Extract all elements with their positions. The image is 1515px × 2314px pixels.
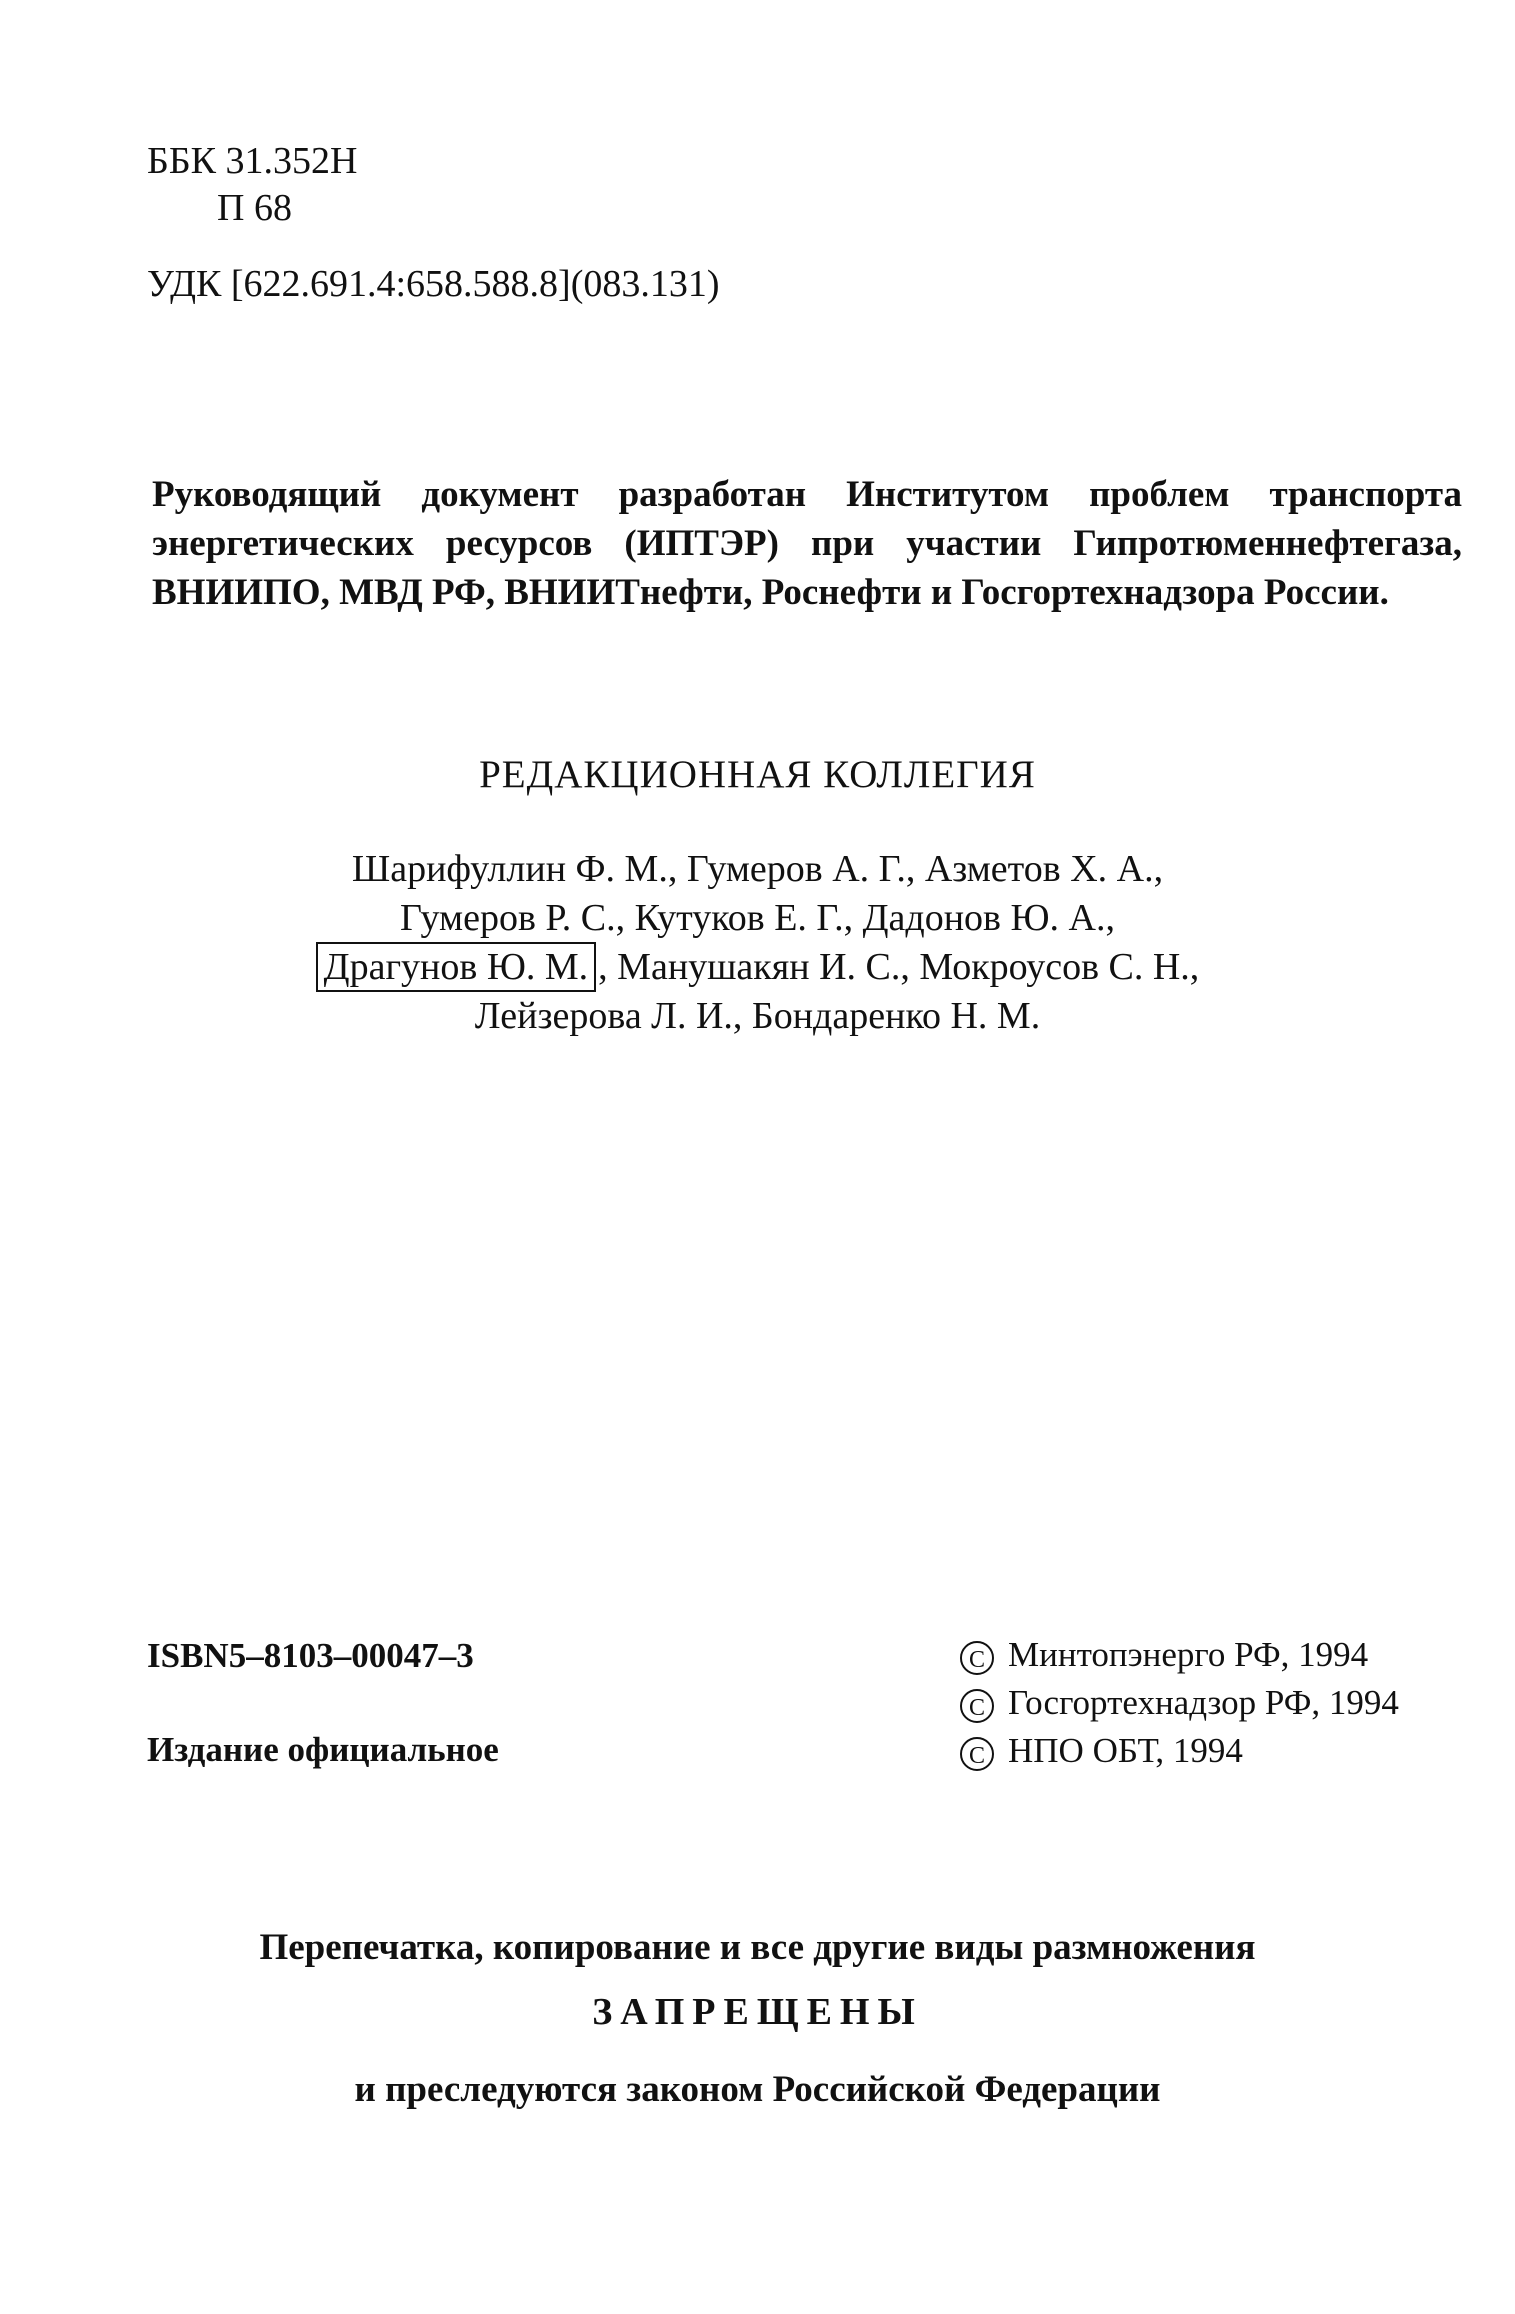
copyright-icon: C	[960, 1689, 994, 1723]
copyright-text-2: Госгортехнадзор РФ, 1994	[1008, 1683, 1399, 1722]
reproduction-notice-line-1: Перепечатка, копирование и все другие виды размножения	[259, 1927, 1256, 1968]
copyright-text-3: НПО ОБТ, 1994	[1008, 1731, 1243, 1770]
developed-by-paragraph	[152, 470, 1462, 617]
reproduction-notice-line-3: и преследуются законом Российской Федерации	[354, 2069, 1161, 2110]
members-line-2: Гумеров Р. С., Кутуков Е. Г., Дадонов Ю. А.,	[400, 897, 1115, 939]
copyright-line-1	[960, 1631, 1399, 1679]
boxed-member-name: Драгунов Ю. М.	[316, 942, 597, 992]
author-mark: П 68	[217, 187, 292, 229]
classification-block	[147, 138, 357, 232]
edition-label: Издание официальное	[147, 1730, 499, 1769]
copyright-icon: C	[960, 1641, 994, 1675]
editorial-board-members	[0, 845, 1515, 1041]
members-line-1: Шарифуллин Ф. М., Гумеров А. Г., Азметов Х. А.,	[351, 848, 1164, 890]
copyright-block	[960, 1631, 1399, 1775]
copyright-icon: C	[960, 1737, 994, 1771]
developed-by-line-3: ВНИИПО, МВД РФ, ВНИИТнефти, Роснефти и Госгортехнадзора России.	[152, 572, 1389, 613]
reproduction-notice-prohibited: ЗАПРЕЩЕНЫ	[592, 1991, 923, 2033]
udk-code: УДК [622.691.4:658.588.8](083.131)	[147, 263, 720, 305]
developed-by-line-2: энергетических ресурсов (ИПТЭР) при участии Гипротюменнефтегаза,	[152, 523, 1462, 564]
members-line-3	[0, 943, 1515, 992]
copyright-line-2	[960, 1679, 1399, 1727]
editorial-board-title: РЕДАКЦИОННАЯ КОЛЛЕГИЯ	[479, 753, 1036, 796]
members-line-3-rest: , Манушакян И. С., Мокроусов С. Н.,	[598, 946, 1200, 988]
copyright-line-3	[960, 1727, 1399, 1775]
developed-by-line-1: Руководящий документ разработан Институтом проблем транспорта	[152, 474, 1462, 515]
bbk-code: ББК 31.352Н	[147, 140, 358, 182]
copyright-text-1: Минтопэнерго РФ, 1994	[1008, 1635, 1369, 1674]
isbn: ISBN5–8103–00047–3	[147, 1636, 474, 1675]
members-line-4: Лейзерова Л. И., Бондаренко Н. М.	[474, 995, 1041, 1037]
